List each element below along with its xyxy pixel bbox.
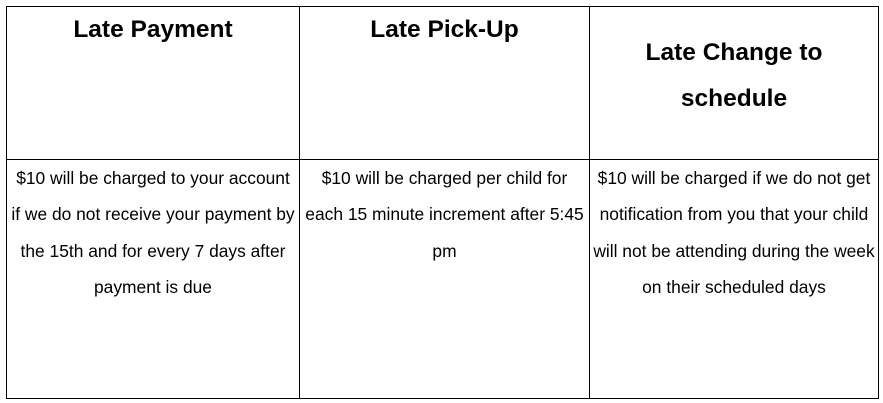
late-change-header: Late Change to schedule: [590, 7, 879, 160]
late-pickup-header: Late Pick-Up: [300, 7, 590, 160]
late-change-description: $10 will be charged if we do not get notification from you that your child will not be attending during the week on their scheduled days: [590, 160, 879, 399]
late-pickup-description: $10 will be charged per child for each 15 minute increment after 5:45 pm: [300, 160, 590, 399]
late-fees-table: [6, 6, 879, 399]
late-payment-header: Late Payment: [7, 7, 300, 160]
late-payment-description: $10 will be charged to your account if we do not receive your payment by the 15th and for every 7 days after payment is due: [7, 160, 300, 399]
fee-description-row: [7, 160, 879, 399]
fee-header-row: [7, 7, 879, 160]
